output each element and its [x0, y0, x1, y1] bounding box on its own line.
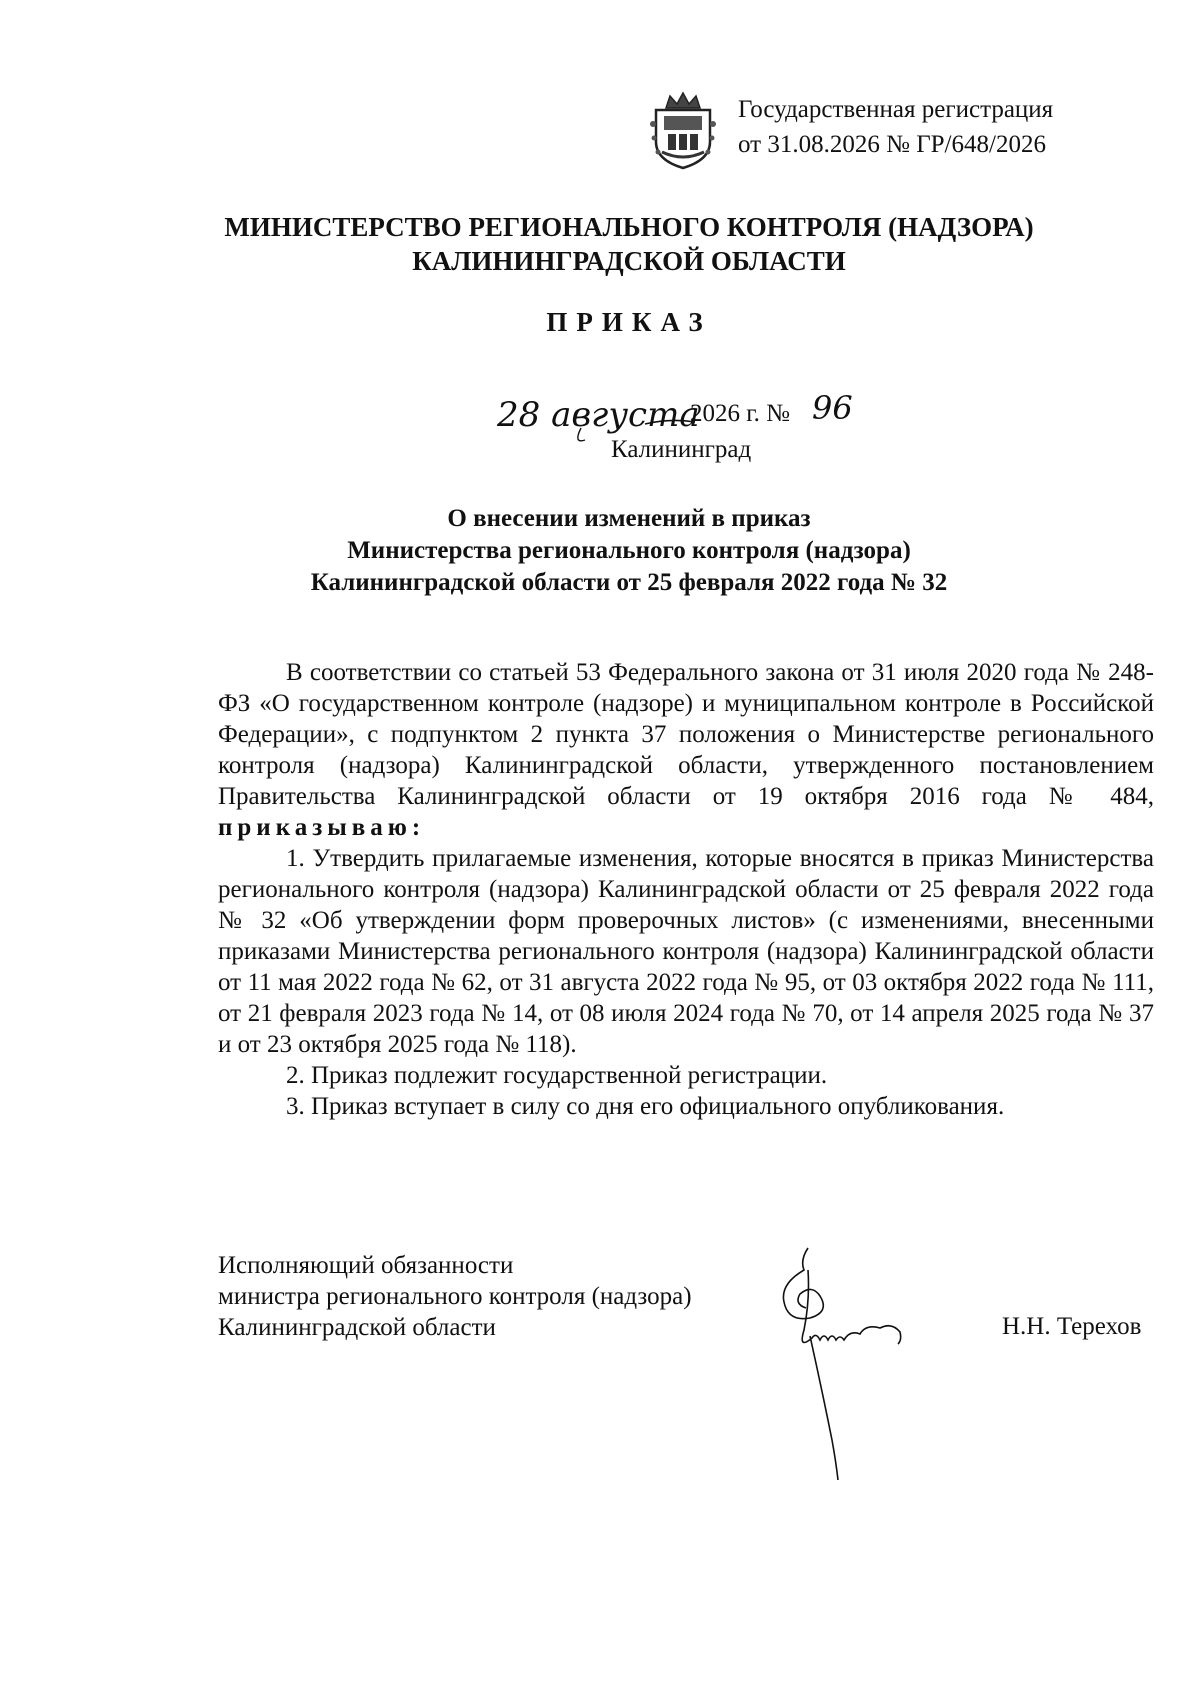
- order-body: [218, 657, 1154, 1122]
- registration-stamp: [738, 92, 1053, 162]
- subject-line3: Калининградской области от 25 февраля 2022 года № 32: [310, 569, 948, 596]
- ministry-line2: КАЛИНИНГРАДСКОЙ ОБЛАСТИ: [412, 246, 846, 276]
- coat-of-arms-icon: [650, 90, 716, 170]
- registration-line1: Государственная регистрация: [738, 96, 1054, 123]
- order-subject: [0, 503, 1200, 599]
- subject-line2: Министерства регионального контроля (надзора): [347, 537, 911, 564]
- preamble-paragraph: [218, 657, 1154, 843]
- signatory-title-line2: министра регионального контроля (надзора): [218, 1283, 692, 1310]
- signatory-title: [218, 1250, 692, 1343]
- handwritten-order-number: [808, 389, 870, 429]
- item-3: 3. Приказ вступает в силу со дня его официального опубликования.: [286, 1093, 1005, 1120]
- signatory-name: Н.Н. Терехов: [1002, 1313, 1142, 1340]
- handwritten-signature: [770, 1240, 930, 1490]
- document-type: ПРИКАЗ: [546, 307, 712, 337]
- ministry-name: [0, 210, 1200, 278]
- item-1: 1. Утвердить прилагаемые изменения, которые вносятся в приказ Министерства регионального контроля (надзора) Калининградской области от 25 февраля 2022 года № 32 «Об утверждении форм проверочных листов» (с изменениями, внесенными приказами Министерства регионального контроля (надзора) Калининградской области от 11 мая 2022 года № 62, от 31 августа 2022 года № 95, от 03 октября 2022 года № 111, от 21 февраля 2023 года № 14, от 08 июля 2024 года № 70, от 14 апреля 2025 года № 37 и от 23 октября 2025 года № 118).: [218, 845, 1154, 1058]
- preamble-text: В соответствии со статьей 53 Федерального закона от 31 июля 2020 года № 248-ФЗ «О государственном контроле (надзоре) и муниципальном контроле в Российской Федерации», с подпунктом 2 пункта 37 положения о Министерстве регионального контроля (надзора) Калининградской области, утвержденного постановлением Правительства Калининградской области от 19 октября 2016 года № 484,: [218, 659, 1154, 810]
- handwritten-number-text: 96: [812, 389, 853, 427]
- order-year: 2026 г. №: [690, 400, 791, 427]
- registration-line2: от 31.08.2026 № ГР/648/2026: [738, 131, 1046, 158]
- signatory-title-line1: Исполняющий обязанности: [218, 1252, 514, 1279]
- decree-word: приказываю:: [218, 814, 426, 841]
- handwritten-date-text: 28 августа: [497, 395, 700, 435]
- subject-line1: О внесении изменений в приказ: [447, 505, 811, 532]
- city: Калининград: [611, 436, 752, 463]
- ministry-line1: МИНИСТЕРСТВО РЕГИОНАЛЬНОГО КОНТРОЛЯ (НАДЗОРА): [224, 212, 1034, 242]
- item-2: 2. Приказ подлежит государственной регистрации.: [286, 1062, 828, 1089]
- signatory-title-line3: Калининградской области: [218, 1314, 496, 1341]
